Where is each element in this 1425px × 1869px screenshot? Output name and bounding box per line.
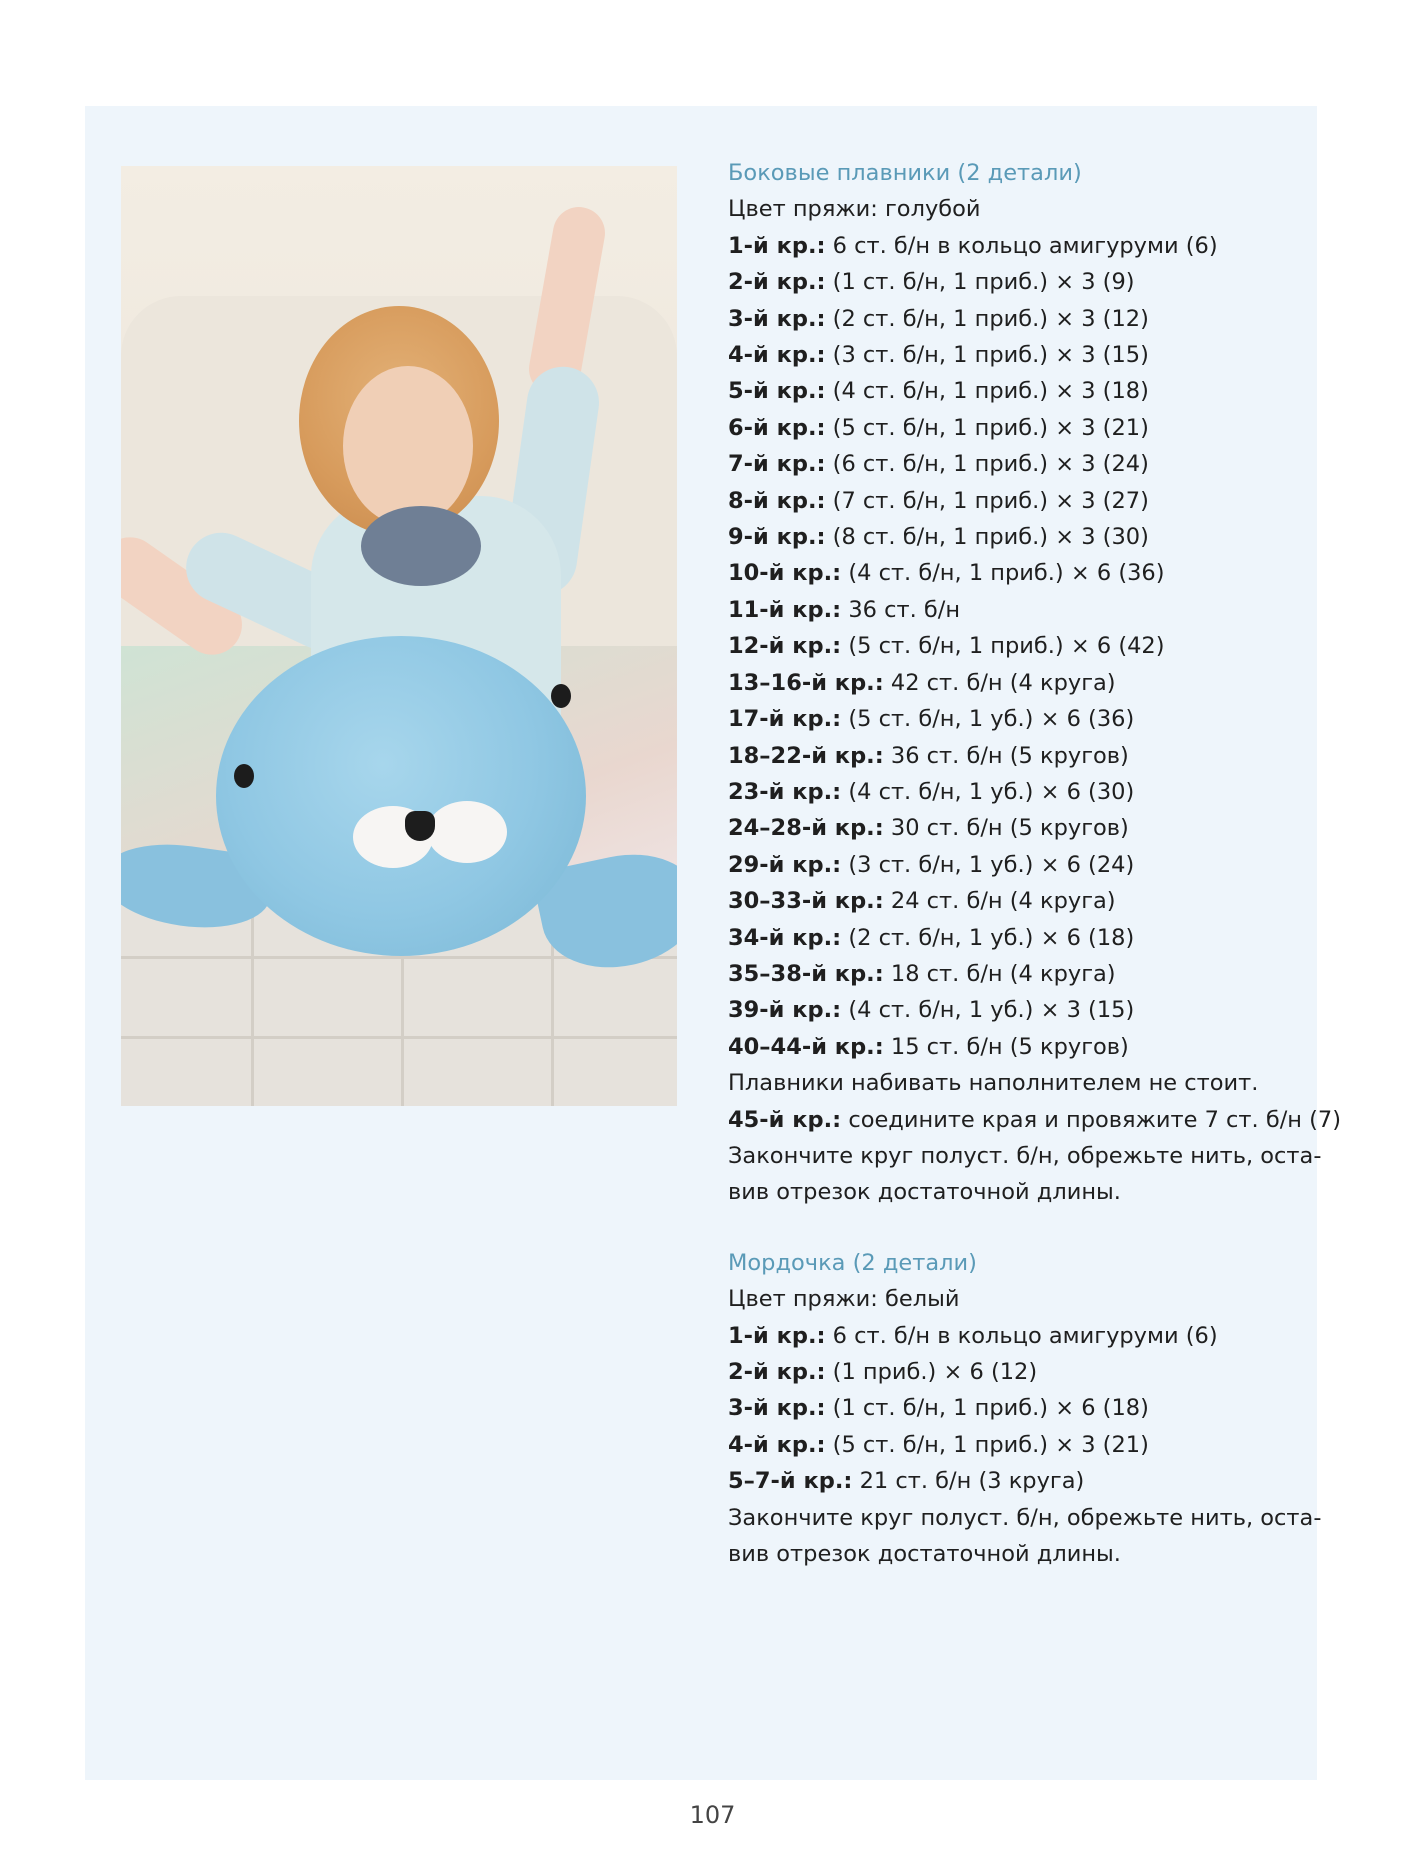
round-text: 24 ст. б/н (4 круга) <box>883 888 1116 915</box>
round-text: 30 ст. б/н (5 кругов) <box>883 815 1129 842</box>
round-label: 24–28-й кр.: <box>728 815 884 842</box>
round-text: (3 ст. б/н, 1 уб.) × 6 (24) <box>841 851 1135 878</box>
round-text: 21 ст. б/н (3 круга) <box>852 1468 1085 1495</box>
round-row <box>728 555 1308 591</box>
round-label: 45-й кр.: <box>728 1106 842 1133</box>
round-row <box>728 992 1308 1028</box>
round-row <box>728 228 1308 264</box>
round-label: 12-й кр.: <box>728 633 842 660</box>
round-label: 8-й кр.: <box>728 487 826 514</box>
round-label: 4-й кр.: <box>728 342 826 369</box>
round-row <box>728 301 1308 337</box>
round-label: 35–38-й кр.: <box>728 960 884 987</box>
yarn-color: Цвет пряжи: белый <box>728 1286 960 1313</box>
round-text: (1 приб.) × 6 (12) <box>825 1359 1038 1385</box>
round-row <box>728 592 1308 628</box>
photo-child-with-seal-toy <box>121 166 677 1106</box>
round-row <box>728 519 1308 555</box>
round-text: (1 ст. б/н, 1 приб.) × 3 (9) <box>825 269 1135 296</box>
round-row <box>728 1427 1308 1463</box>
final-round <box>728 1102 1342 1138</box>
round-label: 2-й кр.: <box>728 1359 826 1385</box>
round-row <box>728 446 1308 482</box>
round-label: 34-й кр.: <box>728 924 842 951</box>
round-label: 29-й кр.: <box>728 851 842 878</box>
round-label: 18–22-й кр.: <box>728 742 884 769</box>
round-row <box>728 264 1308 300</box>
ending-line: Закончите круг полуст. б/н, обрежьте нить, оста- <box>728 1504 1322 1531</box>
round-text: 36 ст. б/н <box>841 596 961 623</box>
round-label: 2-й кр.: <box>728 269 826 296</box>
round-text: (4 ст. б/н, 1 приб.) × 6 (36) <box>841 560 1165 587</box>
round-text: (2 ст. б/н, 1 приб.) × 3 (12) <box>825 305 1149 332</box>
round-label: 13–16-й кр.: <box>728 669 884 696</box>
round-text: (6 ст. б/н, 1 приб.) × 3 (24) <box>825 451 1149 478</box>
round-label: 5-й кр.: <box>728 378 826 405</box>
round-text: (8 ст. б/н, 1 приб.) × 3 (30) <box>825 524 1149 551</box>
round-row <box>728 1463 1308 1499</box>
round-text: (2 ст. б/н, 1 уб.) × 6 (18) <box>841 924 1135 951</box>
round-row <box>728 1354 1308 1390</box>
round-label: 5–7-й кр.: <box>728 1468 853 1495</box>
round-label: 3-й кр.: <box>728 1395 826 1422</box>
round-row <box>728 883 1308 919</box>
round-row <box>728 1390 1308 1426</box>
round-row <box>728 774 1308 810</box>
round-row <box>728 1318 1308 1354</box>
round-row <box>728 920 1308 956</box>
round-row <box>728 956 1308 992</box>
round-row <box>728 738 1308 774</box>
ending-line: вив отрезок достаточной длины. <box>728 1541 1121 1568</box>
section-heading: Боковые плавники (2 детали) <box>728 160 1082 186</box>
round-text: (7 ст. б/н, 1 приб.) × 3 (27) <box>825 487 1149 514</box>
round-text: (4 ст. б/н, 1 уб.) × 6 (30) <box>841 778 1135 805</box>
round-label: 1-й кр.: <box>728 1322 826 1349</box>
note: Плавники набивать наполнителем не стоит. <box>728 1070 1259 1097</box>
round-row <box>728 410 1308 446</box>
round-label: 6-й кр.: <box>728 414 826 441</box>
round-text: 6 ст. б/н в кольцо амигуруми (6) <box>825 1322 1218 1349</box>
round-label: 30–33-й кр.: <box>728 888 884 915</box>
round-text: (5 ст. б/н, 1 приб.) × 6 (42) <box>841 633 1165 660</box>
round-row <box>728 1029 1308 1065</box>
round-text: 42 ст. б/н (4 круга) <box>883 669 1116 696</box>
ending-line: Закончите круг полуст. б/н, обрежьте нить, оста- <box>728 1142 1322 1169</box>
round-row <box>728 847 1308 883</box>
round-label: 17-й кр.: <box>728 706 842 733</box>
round-text: (1 ст. б/н, 1 приб.) × 6 (18) <box>825 1395 1149 1422</box>
round-label: 23-й кр.: <box>728 778 842 805</box>
round-label: 1-й кр.: <box>728 232 826 259</box>
round-label: 40–44-й кр.: <box>728 1033 884 1060</box>
round-label: 3-й кр.: <box>728 305 826 332</box>
round-text: (5 ст. б/н, 1 уб.) × 6 (36) <box>841 706 1135 733</box>
round-text: (4 ст. б/н, 1 приб.) × 3 (18) <box>825 378 1149 405</box>
round-row <box>728 701 1308 737</box>
pattern-text <box>728 155 1342 1572</box>
round-row <box>728 483 1308 519</box>
round-label: 9-й кр.: <box>728 524 826 551</box>
round-label: 4-й кр.: <box>728 1431 826 1458</box>
section-heading: Мордочка (2 детали) <box>728 1249 977 1276</box>
section-muzzle <box>728 1245 1322 1573</box>
round-row <box>728 665 1308 701</box>
round-row <box>728 337 1308 373</box>
round-text: 36 ст. б/н (5 кругов) <box>883 742 1129 769</box>
round-text: 6 ст. б/н в кольцо амигуруми (6) <box>825 232 1218 259</box>
round-label: 7-й кр.: <box>728 451 826 478</box>
ending-line: вив отрезок достаточной длины. <box>728 1179 1121 1206</box>
round-text: (5 ст. б/н, 1 приб.) × 3 (21) <box>825 1431 1149 1458</box>
round-row <box>728 628 1308 664</box>
page-number: 107 <box>689 1801 736 1829</box>
round-label: 10-й кр.: <box>728 560 842 587</box>
round-list <box>728 1318 1308 1500</box>
round-text: соедините края и провяжите 7 ст. б/н (7) <box>841 1106 1342 1133</box>
round-text: (4 ст. б/н, 1 уб.) × 3 (15) <box>841 997 1135 1024</box>
yarn-color: Цвет пряжи: голубой <box>728 196 981 223</box>
round-text: 15 ст. б/н (5 кругов) <box>883 1033 1129 1060</box>
section-flippers <box>728 155 1342 1211</box>
round-row <box>728 373 1308 409</box>
round-text: 18 ст. б/н (4 круга) <box>883 960 1116 987</box>
round-text: (3 ст. б/н, 1 приб.) × 3 (15) <box>825 342 1149 369</box>
round-label: 39-й кр.: <box>728 997 842 1024</box>
round-row <box>728 810 1308 846</box>
round-text: (5 ст. б/н, 1 приб.) × 3 (21) <box>825 414 1149 441</box>
round-label: 11-й кр.: <box>728 596 842 623</box>
round-list <box>728 228 1308 1065</box>
